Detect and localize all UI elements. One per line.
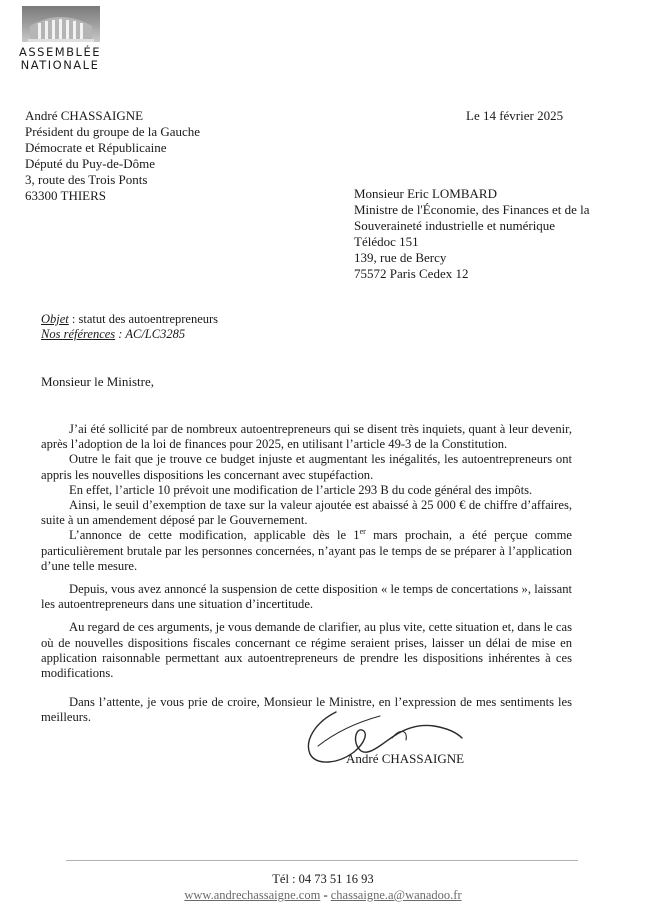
object-line	[41, 312, 218, 327]
body-paragraph: J’ai été sollicité par de nombreux autoentrepreneurs qui se disent très inquiets, quant à leur devenir, après l’adoption de la loi de finances pour 2025, en utilisant l’article 49-3 de la Constitution.	[41, 422, 572, 452]
ordinal-superscript: er	[359, 527, 366, 537]
sender-street: 3, route des Trois Ponts	[25, 172, 148, 187]
recipient-address-line: Télédoc 151	[354, 234, 419, 249]
footer-phone: Tél : 04 73 51 16 93	[272, 872, 374, 886]
salutation: Monsieur le Ministre,	[41, 374, 155, 389]
recipient-street: 139, rue de Bercy	[354, 250, 447, 265]
footer-separator: -	[320, 888, 331, 902]
recipient-city: 75572 Paris Cedex 12	[354, 266, 469, 281]
signature-name: André CHASSAIGNE	[346, 751, 465, 766]
footer-divider	[66, 860, 578, 861]
references-value: : AC/LC3285	[115, 327, 186, 341]
website-link[interactable]: www.andrechassaigne.com	[184, 888, 321, 902]
body-paragraph	[41, 528, 572, 574]
sender-title-line: Député du Puy-de-Dôme	[25, 156, 155, 171]
body-paragraph: Au regard de ces arguments, je vous demande de clarifier, au plus vite, cette situation et, dans le cas où de nouvelles dispositions fiscales concernant ce régime seraient prises, laisser un délai de mise en application raisonnable permettant aux autoentrepreneurs de prendre les dispositions inhérentes à ces modifications.	[41, 620, 572, 681]
sender-name: André CHASSAIGNE	[25, 108, 144, 123]
sender-address-block	[25, 108, 200, 204]
object-block	[41, 312, 218, 342]
logo-text-line2: NATIONALE	[20, 58, 100, 72]
body-paragraph: En effet, l’article 10 prévoit une modification de l’article 293 B du code général des impôts.	[69, 482, 533, 497]
body-paragraph: Ainsi, le seuil d’exemption de taxe sur la valeur ajoutée est abaissé à 25 000 € de chiffre d’affaires, suite à un amendement déposé par le Gouvernement.	[41, 498, 572, 528]
footer-contact-line	[0, 887, 646, 903]
sender-title-line: Président du groupe de la Gauche	[25, 124, 201, 139]
recipient-title-line: Souveraineté industrielle et numérique	[354, 218, 556, 233]
object-value: : statut des autoentrepreneurs	[68, 312, 219, 326]
sender-city: 63300 THIERS	[25, 188, 107, 203]
sender-title-line: Démocrate et Républicaine	[25, 140, 167, 155]
references-line	[41, 327, 218, 342]
recipient-title-line: Ministre de l'Économie, des Finances et de la	[354, 202, 590, 217]
body-paragraph: Outre le fait que je trouve ce budget injuste et augmentant les inégalités, les autoentrepreneurs ont appris les nouvelles dispositions les concernant avec stupéfaction.	[41, 452, 572, 482]
references-label: Nos références	[41, 327, 116, 341]
email-link[interactable]: chassaigne.a@wanadoo.fr	[330, 888, 462, 902]
recipient-name: Monsieur Eric LOMBARD	[354, 186, 497, 201]
body-text: L’annonce de cette modification, applicable dès le 1	[69, 528, 360, 543]
logo-text-line1: ASSEMBLÉE	[19, 45, 101, 59]
letter-date: Le 14 février 2025	[466, 108, 564, 123]
hemicycle-logo-image	[22, 6, 100, 42]
recipient-address-block	[354, 186, 590, 282]
assemblee-nationale-logo	[16, 6, 104, 78]
closing-paragraph: Dans l’attente, je vous prie de croire, Monsieur le Ministre, en l’expression de mes sentiments les meilleurs.	[41, 695, 572, 725]
body-paragraph: Depuis, vous avez annoncé la suspension de cette disposition « le temps de concertations », laissant les autoentrepreneurs dans une situation d’incertitude.	[41, 582, 572, 612]
object-label: Objet	[41, 312, 69, 326]
body-text: mars prochain, a été perçue comme particulièrement brutale par les personnes concernées, n’ayant pas le temps de se préparer à l’application d’une telle mesure.	[41, 528, 572, 573]
letter-body	[41, 422, 572, 726]
